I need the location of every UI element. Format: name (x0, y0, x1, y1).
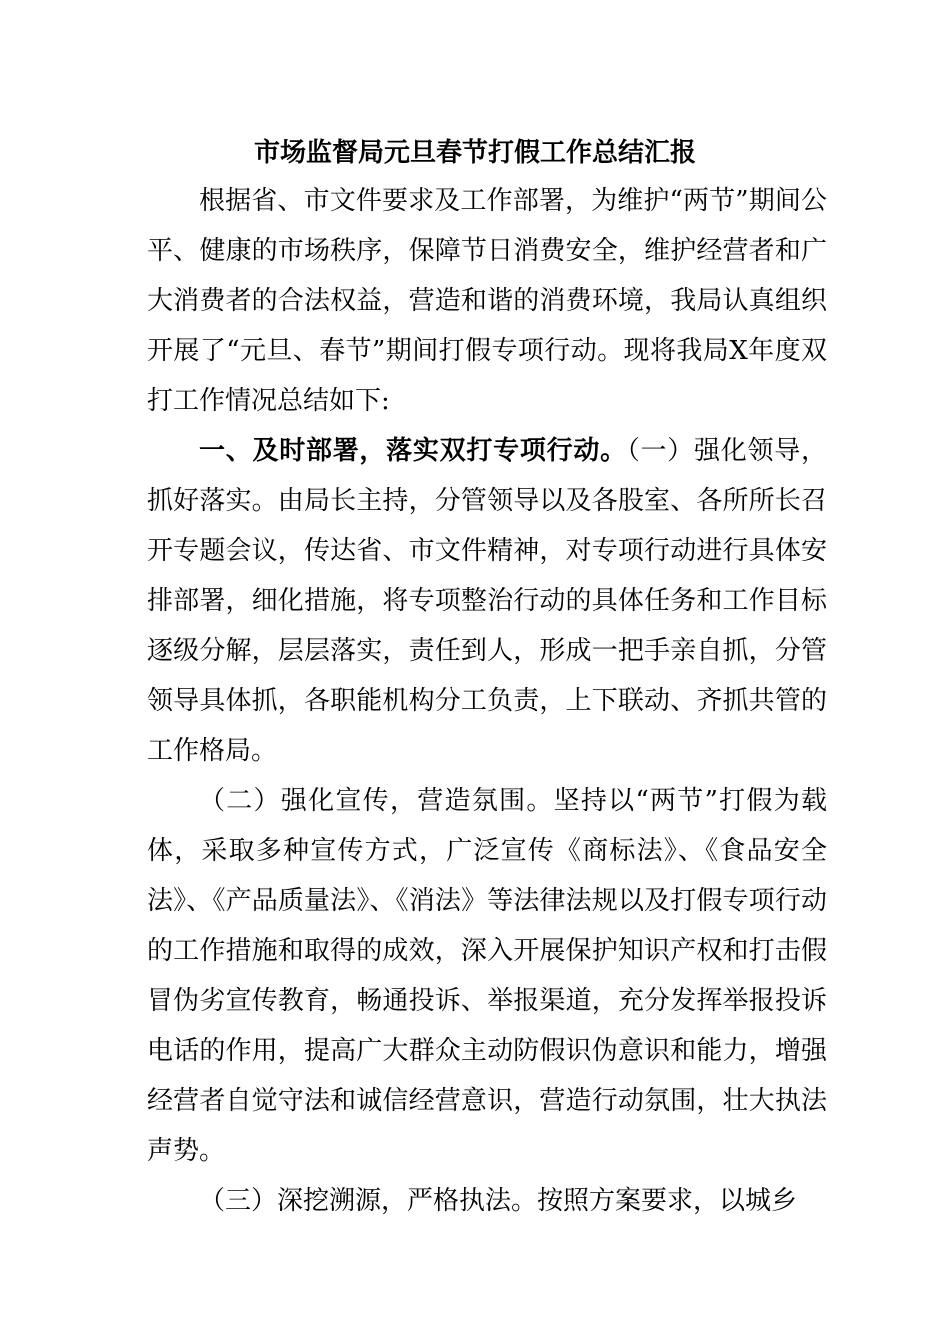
paragraph-intro (147, 176, 827, 426)
paragraph-section-one (147, 426, 827, 776)
paragraph-publicity (147, 776, 827, 1176)
paragraph-text: （三）深挖溯源，严格执法。按照方案要求，以城乡 (199, 1186, 798, 1216)
section-heading: 一、及时部署，落实双打专项行动。 (199, 436, 627, 466)
paragraph-text: 根据省、市文件要求及工作部署，为维护“两节”期间公平、健康的市场秩序，保障节日消费安全，维护经营者和广大消费者的合法权益，营造和谐的消费环境，我局认真组织开展了“元旦、春节”期间打假专项行动。现将我局X年度双打工作情况总结如下: (147, 186, 827, 416)
paragraph-text: （二）强化宣传，营造氛围。坚持以“两节”打假为载体，采取多种宣传方式，广泛宣传《商标法》、《食品安全法》、《产品质量法》、《消法》等法律法规以及打假专项行动的工作措施和取得的成效，深入开展保护知识产权和打击假冒伪劣宣传教育，畅通投诉、举报渠道，充分发挥举报投诉电话的作用，提高广大群众主动防假识伪意识和能力，增强经营者自觉守法和诚信经营意识，营造行动氛围，壮大执法声势。 (147, 786, 827, 1166)
paragraph-text: （一）强化领导，抓好落实。由局长主持，分管领导以及各股室、各所所长召开专题会议，传达省、市文件精神，对专项行动进行具体安排部署，细化措施，将专项整治行动的具体任务和工作目标逐级分解，层层落实，责任到人，形成一把手亲自抓，分管领导具体抓，各职能机构分工负责，上下联动、齐抓共管的工作格局。 (147, 436, 827, 766)
document-body (147, 176, 827, 1226)
document-title: 市场监督局元旦春节打假工作总结汇报 (253, 138, 696, 168)
paragraph-enforcement (147, 1176, 827, 1226)
